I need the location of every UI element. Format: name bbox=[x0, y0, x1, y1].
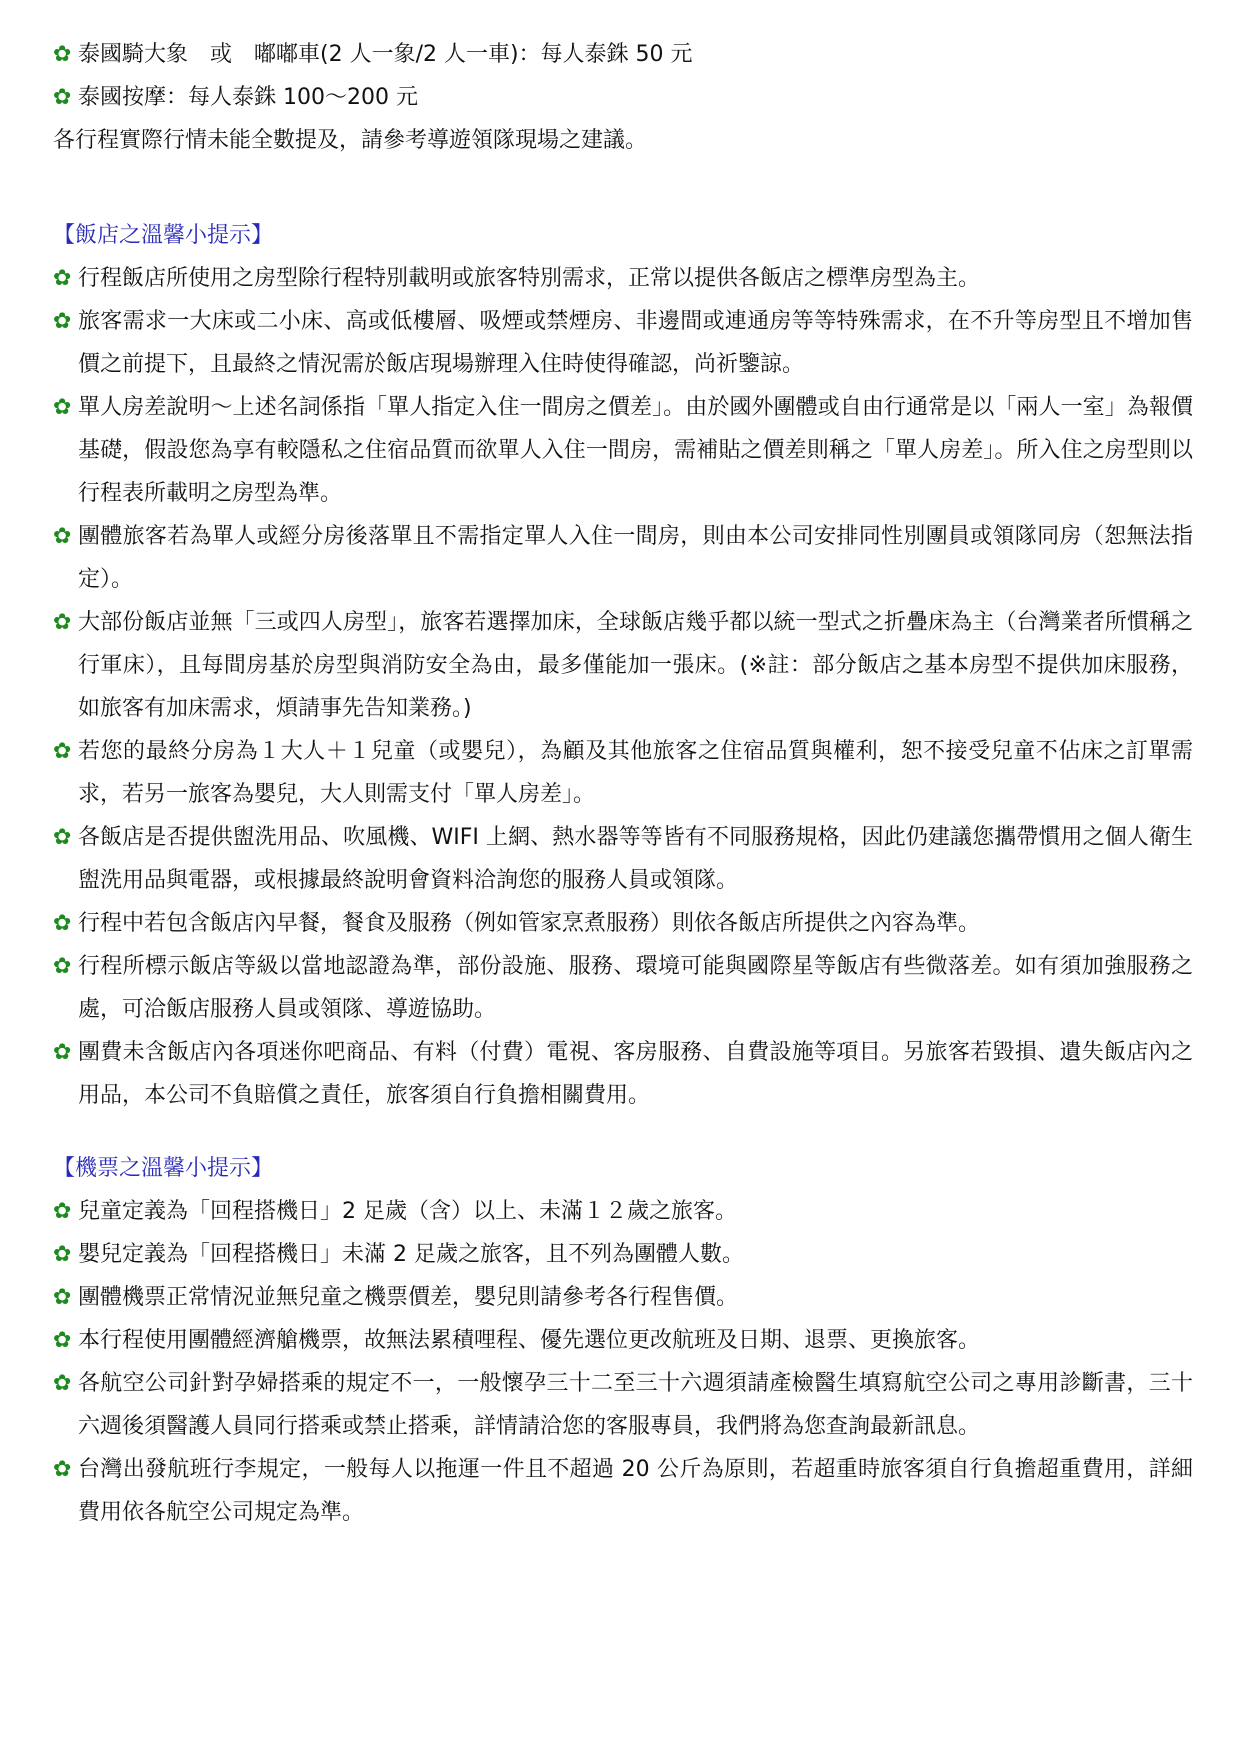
list-item bbox=[53, 1031, 1193, 1117]
item-text: 兒童定義為「回程搭機日」2 足歲（含）以上、未滿１２歲之旅客。 bbox=[78, 1199, 737, 1224]
list-item bbox=[53, 33, 1193, 76]
list-item bbox=[53, 1319, 1193, 1362]
flower-bullet-icon: ✿ bbox=[53, 1242, 72, 1267]
list-item bbox=[53, 300, 1193, 386]
ticket-section-title: 【機票之溫馨小提示】 bbox=[53, 1156, 274, 1181]
item-text: 若您的最終分房為１大人＋１兒童（或嬰兒），為顧及其他旅客之住宿品質與權利，恕不接受兒童不佔床之訂單需求，若另一旅客為嬰兒，大人則需支付「單人房差」。 bbox=[78, 739, 1193, 807]
flower-bullet-icon: ✿ bbox=[53, 1328, 72, 1353]
section-gap bbox=[53, 162, 1193, 214]
hotel-section-title: 【飯店之溫馨小提示】 bbox=[53, 223, 274, 248]
flower-bullet-icon: ✿ bbox=[53, 739, 72, 764]
item-text: 泰國按摩：每人泰銖 100～200 元 bbox=[78, 85, 418, 110]
list-item bbox=[53, 1233, 1193, 1276]
list-item bbox=[53, 386, 1193, 515]
item-text: 團體機票正常情況並無兒童之機票價差，嬰兒則請參考各行程售價。 bbox=[78, 1285, 739, 1310]
item-text: 行程所標示飯店等級以當地認證為準，部份設施、服務、環境可能與國際星等飯店有些微落差。如有須加強服務之處，可洽飯店服務人員或領隊、導遊協助。 bbox=[78, 954, 1193, 1022]
item-text: 嬰兒定義為「回程搭機日」未滿 2 足歲之旅客，且不列為團體人數。 bbox=[78, 1242, 744, 1267]
intro-note: 各行程實際行情未能全數提及，請參考導遊領隊現場之建議。 bbox=[53, 128, 648, 153]
list-item bbox=[53, 1190, 1193, 1233]
flower-bullet-icon: ✿ bbox=[53, 85, 72, 110]
list-item bbox=[53, 816, 1193, 902]
flower-bullet-icon: ✿ bbox=[53, 1040, 72, 1065]
flower-bullet-icon: ✿ bbox=[53, 309, 72, 334]
item-text: 團體旅客若為單人或經分房後落單且不需指定單人入住一間房，則由本公司安排同性別團員或領隊同房（恕無法指定）。 bbox=[78, 524, 1193, 592]
list-item bbox=[53, 1362, 1193, 1448]
flower-bullet-icon: ✿ bbox=[53, 1371, 72, 1396]
list-item bbox=[53, 945, 1193, 1031]
section-gap bbox=[53, 1117, 1193, 1147]
list-item bbox=[53, 1448, 1193, 1534]
item-text: 行程飯店所使用之房型除行程特別載明或旅客特別需求，正常以提供各飯店之標準房型為主。 bbox=[78, 266, 981, 291]
item-text: 行程中若包含飯店內早餐，餐食及服務（例如管家烹煮服務）則依各飯店所提供之內容為準。 bbox=[78, 911, 981, 936]
item-text: 單人房差說明～上述名詞係指「單人指定入住一間房之價差」。由於國外團體或自由行通常是以「兩人一室」為報價基礎，假設您為享有較隱私之住宿品質而欲單人入住一間房，需補貼之價差則稱之「單人房差」。所入住之房型則以行程表所載明之房型為準。 bbox=[78, 395, 1193, 506]
flower-bullet-icon: ✿ bbox=[53, 1285, 72, 1310]
list-item bbox=[53, 515, 1193, 601]
list-item bbox=[53, 257, 1193, 300]
item-text: 泰國騎大象 或 嘟嘟車(2 人一象/2 人一車)：每人泰銖 50 元 bbox=[78, 42, 693, 67]
flower-bullet-icon: ✿ bbox=[53, 42, 72, 67]
list-item bbox=[53, 1276, 1193, 1319]
flower-bullet-icon: ✿ bbox=[53, 524, 72, 549]
item-text: 旅客需求一大床或二小床、高或低樓層、吸煙或禁煙房、非邊間或連通房等等特殊需求，在不升等房型且不增加售價之前提下，且最終之情況需於飯店現場辦理入住時使得確認，尚祈鑒諒。 bbox=[78, 309, 1193, 377]
item-text: 台灣出發航班行李規定，一般每人以拖運一件且不超過 20 公斤為原則，若超重時旅客須自行負擔超重費用，詳細費用依各航空公司規定為準。 bbox=[78, 1457, 1193, 1525]
item-text: 本行程使用團體經濟艙機票，故無法累積哩程、優先選位更改航班及日期、退票、更換旅客。 bbox=[78, 1328, 981, 1353]
flower-bullet-icon: ✿ bbox=[53, 911, 72, 936]
list-item bbox=[53, 601, 1193, 730]
list-item bbox=[53, 730, 1193, 816]
flower-bullet-icon: ✿ bbox=[53, 825, 72, 850]
item-text: 大部份飯店並無「三或四人房型」，旅客若選擇加床，全球飯店幾乎都以統一型式之折疊床為主（台灣業者所慣稱之行軍床），且每間房基於房型與消防安全為由，最多僅能加一張床。(※註：部分飯店之基本房型不提供加床服務，如旅客有加床需求，煩請事先告知業務。) bbox=[78, 610, 1193, 721]
item-text: 各航空公司針對孕婦搭乘的規定不一，一般懷孕三十二至三十六週須請產檢醫生填寫航空公司之專用診斷書，三十六週後須醫護人員同行搭乘或禁止搭乘，詳情請洽您的客服專員，我們將為您查詢最新訊息。 bbox=[78, 1371, 1193, 1439]
flower-bullet-icon: ✿ bbox=[53, 395, 72, 420]
item-text: 團費未含飯店內各項迷你吧商品、有料（付費）電視、客房服務、自費設施等項目。另旅客若毀損、遺失飯店內之用品，本公司不負賠償之責任，旅客須自行負擔相關費用。 bbox=[78, 1040, 1193, 1108]
flower-bullet-icon: ✿ bbox=[53, 266, 72, 291]
flower-bullet-icon: ✿ bbox=[53, 1457, 72, 1482]
list-item bbox=[53, 76, 1193, 119]
flower-bullet-icon: ✿ bbox=[53, 954, 72, 979]
item-text: 各飯店是否提供盥洗用品、吹風機、WIFI 上網、熱水器等等皆有不同服務規格，因此仍建議您攜帶慣用之個人衛生盥洗用品與電器，或根據最終說明會資料洽詢您的服務人員或領隊。 bbox=[78, 825, 1193, 893]
flower-bullet-icon: ✿ bbox=[53, 1199, 72, 1224]
document-page bbox=[53, 33, 1193, 1534]
list-item bbox=[53, 902, 1193, 945]
flower-bullet-icon: ✿ bbox=[53, 610, 72, 635]
